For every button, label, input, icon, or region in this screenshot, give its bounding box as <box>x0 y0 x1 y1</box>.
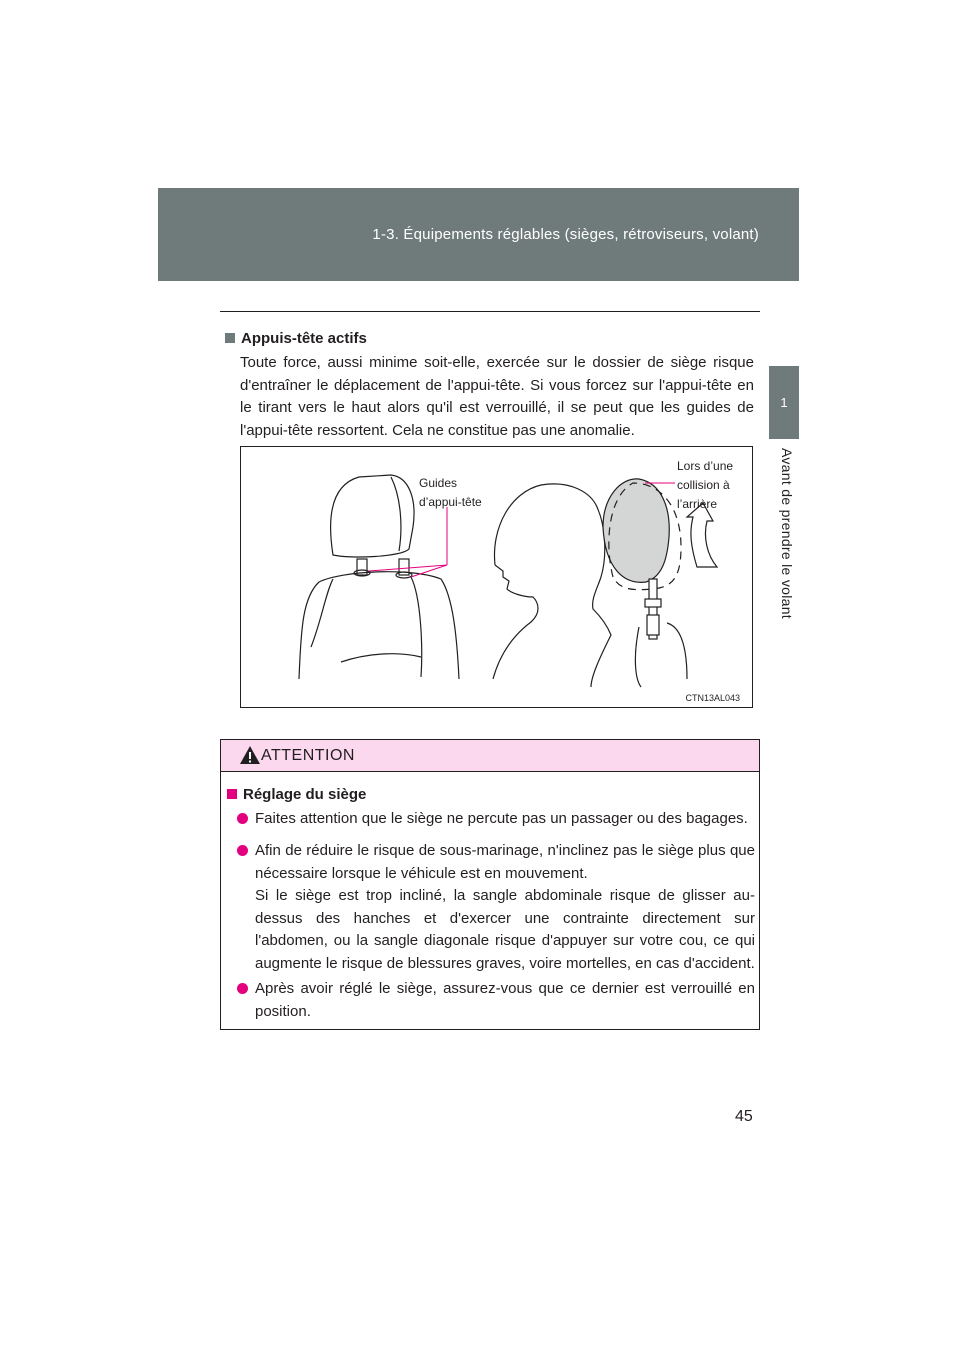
warning-bullet-continuation: Si le siège est trop incliné, la sangle abdominale risque de glisser au-dessus des hanches et d'exercer une contrainte directement sur l'abdomen, ou la sangle diagonale risque d'appuyer sur votre cou, ce qui augmente le risque de blessures graves, voire mortelles, en cas d'accident. <box>255 887 755 972</box>
chapter-number-tab: 1 <box>769 366 799 439</box>
warning-header <box>221 740 759 772</box>
guides-label-line2: d’appui-tête <box>419 495 482 509</box>
warning-bullet-text: Faites attention que le siège ne percute pas un passager ou des bagages. <box>255 810 748 827</box>
warning-title: ATTENTION <box>261 747 355 764</box>
warning-triangle-icon <box>239 745 261 765</box>
warning-heading-text: Réglage du siège <box>243 786 367 803</box>
page-number: 45 <box>735 1108 753 1125</box>
warning-bullet <box>239 840 755 975</box>
chapter-header-band <box>158 188 799 281</box>
section-title: 1-3. Équipements réglables (sièges, rétroviseurs, volant) <box>372 226 759 243</box>
warning-bullet <box>239 808 755 831</box>
collision-label-line2: collision à <box>677 478 730 492</box>
square-bullet-icon <box>227 789 237 799</box>
collision-label <box>677 457 733 514</box>
warning-heading <box>227 786 366 803</box>
guides-label-line1: Guides <box>419 476 458 490</box>
bullet-dot-icon <box>237 983 248 994</box>
square-bullet-icon <box>225 333 235 343</box>
collision-label-line1: Lors d’une <box>677 459 734 473</box>
warning-bullet <box>239 978 755 1023</box>
warning-bullet-text: Après avoir réglé le siège, assurez-vous que ce dernier est verrouillé en position. <box>255 980 755 1020</box>
collision-label-line3: l’arrière <box>677 497 718 511</box>
figure-code: CTN13AL043 <box>685 693 740 703</box>
section-heading <box>225 330 367 347</box>
bullet-dot-icon <box>237 813 248 824</box>
guides-label <box>419 474 482 512</box>
bullet-dot-icon <box>237 845 248 856</box>
section-heading-text: Appuis-tête actifs <box>241 330 367 347</box>
top-divider <box>220 311 760 312</box>
right-headrest-shape <box>603 479 669 582</box>
section-paragraph: Toute force, aussi minime soit-elle, exercée sur le dossier de siège risque d'entraîner le déplacement de l'appui-tête. Si vous forcez sur l'appui-tête en le tirant vers le haut alors qu'il est verrouillé, il se peut que les guides de l'appui-tête ressortent. Cela ne constitue pas une anomalie. <box>240 354 754 439</box>
warning-box <box>220 739 760 1030</box>
headrest-illustration <box>240 446 753 708</box>
warning-bullet-text: Afin de réduire le risque de sous-marinage, n'inclinez pas le siège plus que nécessaire lorsque le véhicule est en mouvement. <box>255 842 755 882</box>
left-headrest-shape <box>331 475 414 557</box>
chapter-label: Avant de prendre le volant <box>779 448 795 619</box>
